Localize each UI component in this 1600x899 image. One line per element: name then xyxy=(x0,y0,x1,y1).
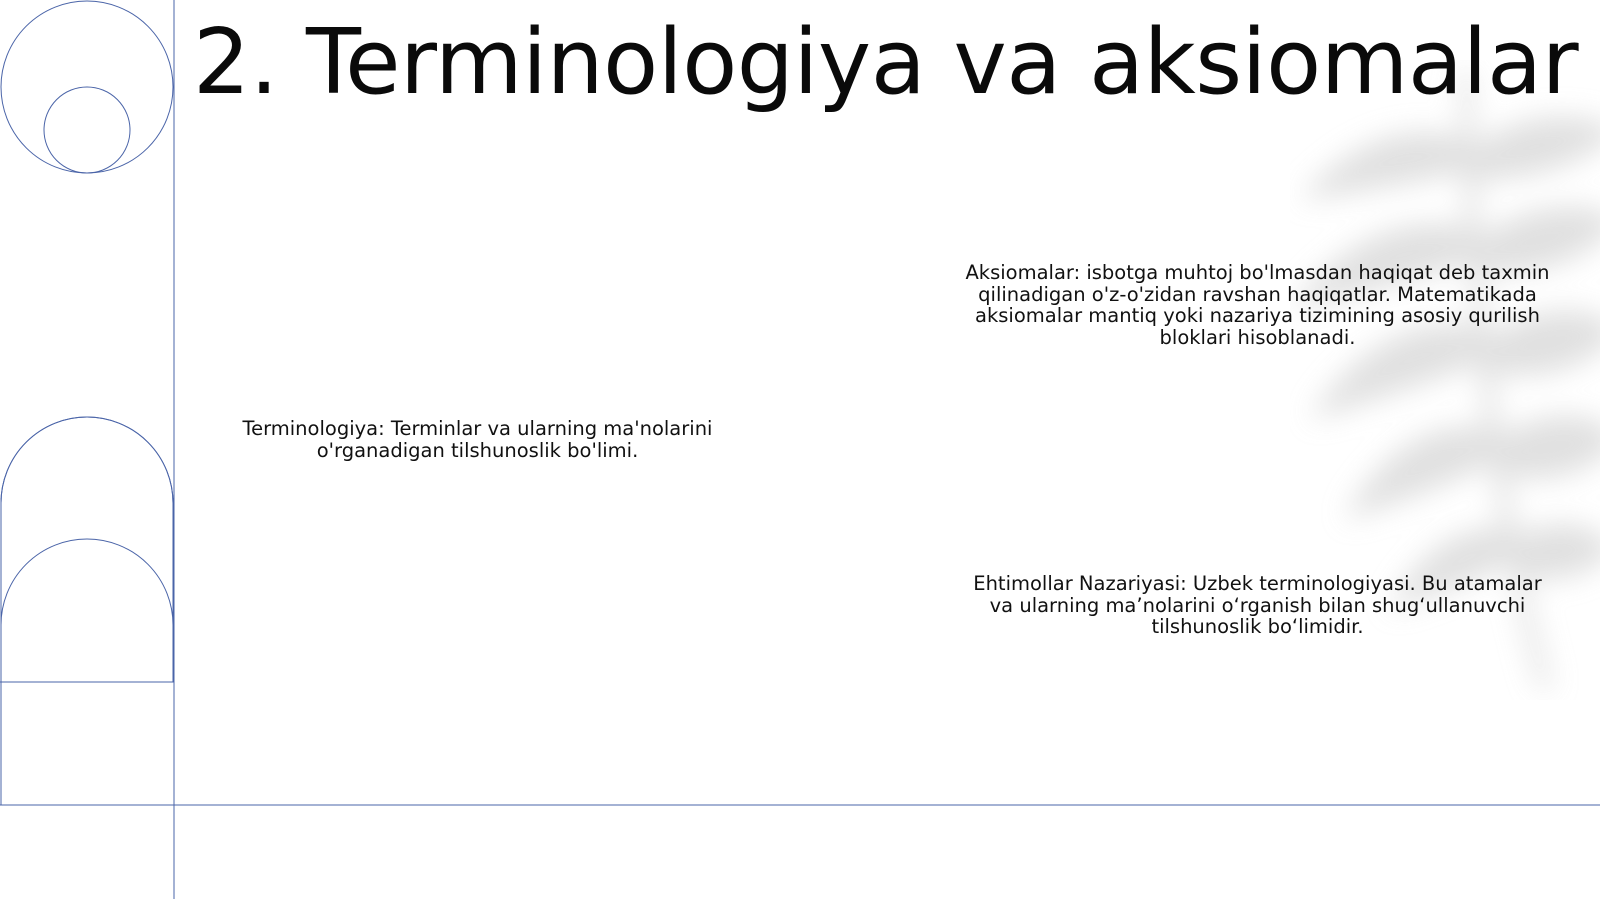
slide-title: 2. Terminologiya va aksiomalar xyxy=(193,10,1579,115)
lower-arch xyxy=(1,539,173,682)
upper-arch xyxy=(1,417,173,503)
terminology-text: Terminologiya: Terminlar va ularning ma'nolarini o'rganadigan tilshunoslik bo'limi. xyxy=(242,417,713,462)
axioms-text: Aksiomalar: isbotga muhtoj bo'lmasdan haqiqat deb taxmin qilinadigan o'z-o'zidan ravshan haqiqatlar. Matematikada aksiomalar mantiq yoki nazariya tizimining asosiy qurilish bloklari hisoblanadi. xyxy=(965,261,1550,349)
upper-arch-full xyxy=(1,417,173,682)
small-circle xyxy=(44,87,130,173)
probability-theory-text: Ehtimollar Nazariyasi: Uzbek terminologiyasi. Bu atamalar va ularning ma’nolarini o‘rganish bilan shug‘ullanuvchi tilshunoslik bo‘limidir. xyxy=(973,572,1542,638)
